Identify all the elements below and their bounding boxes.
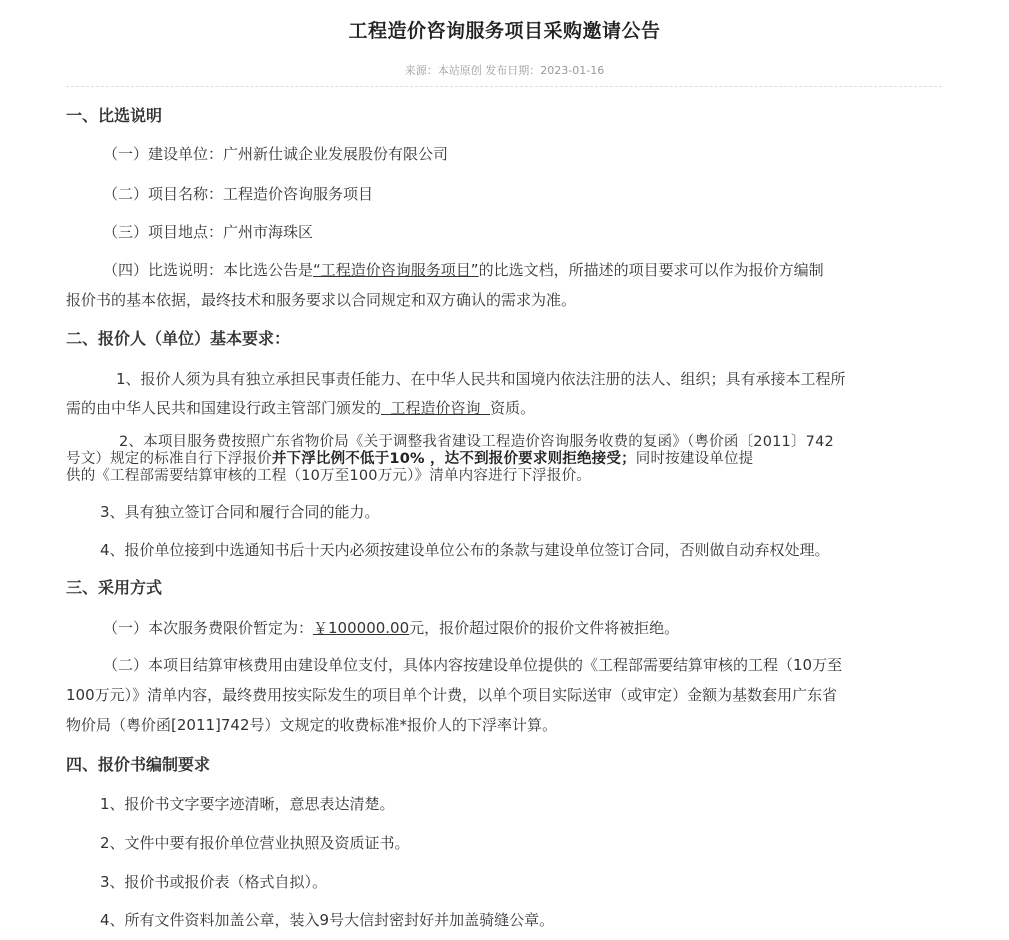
s2-req3: 3、具有独立签订合同和履行合同的能力。 <box>100 503 380 521</box>
s2-req1-line2 <box>66 398 535 418</box>
s4-req2: 2、文件中要有报价单位营业执照及资质证书。 <box>100 834 410 852</box>
s3-fee-line1: （二）本项目结算审核费用由建设单位支付，具体内容按建设单位提供的《工程部需要结算审核的工程（10万至 <box>103 656 843 674</box>
s1-explanation-part-a: （四）比选说明：本比选公告是 <box>103 261 314 279</box>
s2-req1-line1: 1、报价人须为具有独立承担民事责任能力、在中华人民共和国境内依法注册的法人、组织；具有承接本工程所 <box>116 370 846 388</box>
s2-req2-part-a: 号文）规定的标准自行下浮报价 <box>66 451 272 467</box>
section-1-heading: 一、比选说明 <box>66 106 163 125</box>
s3-price-limit <box>103 618 679 638</box>
section-4-heading: 四、报价书编制要求 <box>66 755 211 774</box>
title-divider <box>66 86 942 87</box>
s1-project-name: （二）项目名称：工程造价咨询服务项目 <box>103 185 374 203</box>
s3-price-limit-part-b: 元，报价超过限价的报价文件将被拒绝。 <box>409 619 680 637</box>
s3-fee-line3: 物价局（粤价函[2011]742号）文规定的收费标准*报价人的下浮率计算。 <box>66 716 558 734</box>
s2-req2-line2 <box>66 452 753 467</box>
s2-req2-line1: 2、本项目服务费按照广东省物价局《关于调整我省建设工程造价咨询服务收费的复函》（粤价函〔2011〕742 <box>119 434 834 450</box>
s2-req2-bold-requirement: 并下浮比例不低于10% ，达不到报价要求则拒绝接受； <box>271 451 636 467</box>
page-title: 工程造价咨询服务项目采购邀请公告 <box>348 20 661 42</box>
s1-explanation-line2: 报价书的基本依据，最终技术和服务要求以合同规定和双方确认的需求为准。 <box>66 291 577 309</box>
s3-fee-line2: 100万元）》清单内容，最终费用按实际发生的项目单个计费，以单个项目实际送审（或审定）金额为基数套用广东省 <box>66 686 838 704</box>
s2-req2-part-b: 同时按建设单位提 <box>635 451 754 467</box>
s4-req4: 4、所有文件资料加盖公章，装入9号大信封密封好并加盖骑缝公章。 <box>100 911 555 929</box>
s2-req4: 4、报价单位接到中选通知书后十天内必须按建设单位公布的条款与建设单位签订合同，否则做自动弃权处理。 <box>100 541 830 559</box>
s2-req1-part-b: 资质。 <box>490 399 536 417</box>
s2-qualification-underlined: 工程造价咨询 <box>381 399 491 417</box>
s1-explanation-line1 <box>103 260 824 280</box>
s4-req3: 3、报价书或报价表（格式自拟）。 <box>100 873 328 891</box>
s3-price-limit-part-a: （一）本次服务费限价暂定为： <box>103 619 314 637</box>
s1-explanation-part-b: 的比选文档，所描述的项目要求可以作为报价方编制 <box>478 261 824 279</box>
s1-construction-unit: （一）建设单位：广州新仕诚企业发展股份有限公司 <box>103 145 449 163</box>
s1-project-location: （三）项目地点：广州市海珠区 <box>103 223 314 241</box>
section-2-heading: 二、报价人（单位）基本要求： <box>66 329 291 348</box>
s2-req2-line3: 供的《工程部需要结算审核的工程（10万至100万元）》清单内容进行下浮报价。 <box>66 468 591 484</box>
section-3-heading: 三、采用方式 <box>66 578 163 597</box>
s1-project-title-underlined: “工程造价咨询服务项目” <box>313 261 479 279</box>
source-date-meta: 来源：本站原创 发布日期：2023-01-16 <box>404 64 605 77</box>
s2-req1-part-a: 需的由中华人民共和国建设行政主管部门颁发的 <box>66 399 382 417</box>
s3-price-limit-amount: ￥100000.00 <box>313 619 410 637</box>
s4-req1: 1、报价书文字要字迹清晰，意思表达清楚。 <box>100 795 395 813</box>
